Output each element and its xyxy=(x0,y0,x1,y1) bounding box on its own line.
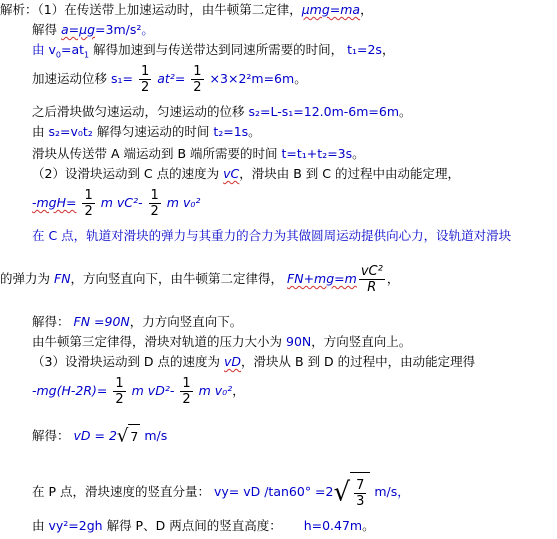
line-12 xyxy=(32,314,242,330)
formula: -mg(H-2R)= xyxy=(32,383,108,398)
formula: m vC²- xyxy=(100,195,143,210)
text: 加速运动位移 xyxy=(32,71,108,86)
text: 解得匀速运动的时间 xyxy=(96,124,210,139)
formula: t=t₁+t₂=3s xyxy=(281,146,353,161)
text: ， xyxy=(232,383,245,398)
fraction: $\frac{1}{2}$ xyxy=(193,64,202,95)
fraction: $\frac{\text{vC²}}{R}$ xyxy=(360,264,383,295)
text: ， xyxy=(386,271,400,286)
formula: vy= vD /tan60° =2 xyxy=(213,484,334,499)
line-14 xyxy=(32,354,475,370)
text: 。 xyxy=(248,124,261,139)
formula: vD = 2 xyxy=(73,428,117,443)
text: 解得 xyxy=(32,22,58,37)
text: （2）设滑块运动到 C 点的速度为 xyxy=(32,166,220,181)
line-11 xyxy=(0,262,399,296)
text: ，方向竖直向下，由牛顿第二定律得， xyxy=(70,271,284,286)
formula: 由 v xyxy=(32,42,56,57)
line-5 xyxy=(32,104,412,120)
formula: =3m/s²。 xyxy=(95,22,154,37)
formula: s₂=v₀t₂ xyxy=(48,124,93,139)
line-6 xyxy=(32,124,261,140)
text: ，力方向竖直向下。 xyxy=(129,314,243,329)
text: 解得加速到与传送带达到同速所需要的时间， xyxy=(93,42,344,57)
line-3: 由 $v_0=at_1$ 解得加速到与传送带达到同速所需要的时间， t₁=2s， xyxy=(32,42,395,60)
formula: -mgH= xyxy=(32,195,77,210)
fraction: $\frac{1}{2}$ xyxy=(150,188,159,219)
text: 解得： xyxy=(32,314,70,329)
text: 。 xyxy=(352,146,365,161)
text: 在 P 点，滑块速度的竖直分量： xyxy=(32,484,210,499)
text: ，方向竖直向上。 xyxy=(311,334,412,349)
formula: m/s， xyxy=(374,484,410,499)
formula: FN+mg=m xyxy=(287,271,357,286)
line-1 xyxy=(0,2,373,18)
formula: ×3×2²m=6m xyxy=(209,71,295,86)
line-4 xyxy=(32,64,307,95)
text: 由 xyxy=(32,518,45,533)
formula: =at xyxy=(60,42,85,57)
text: ，滑块由 B 到 C 的过程中由动能定理， xyxy=(239,166,460,181)
formula: FN xyxy=(54,271,71,286)
formula: m vD²- xyxy=(131,383,175,398)
formula: vy²=2gh xyxy=(48,518,103,533)
formula: h=0.47m xyxy=(303,518,363,533)
text: 之后滑块做匀速运动，匀速运动的位移 xyxy=(32,104,245,119)
text: 。 xyxy=(399,104,412,119)
formula: at²= xyxy=(157,71,186,86)
line-17 xyxy=(32,472,410,513)
formula: a=μg xyxy=(61,22,96,37)
text: ， xyxy=(381,42,395,57)
line-9 xyxy=(32,188,200,219)
text: 解得 P、D 两点间的竖直高度： xyxy=(106,518,282,533)
fraction: $\frac{1}{2}$ xyxy=(182,376,191,407)
text: 的弹力为 xyxy=(0,271,51,286)
formula: t₁=2s xyxy=(347,42,382,57)
text: 。 xyxy=(362,518,375,533)
text: 解得： xyxy=(32,428,70,443)
line-2 xyxy=(32,22,154,38)
formula: m/s xyxy=(144,428,168,443)
formula: FN =90N xyxy=(73,314,130,329)
formula: μmg=ma xyxy=(301,2,361,17)
formula: m v₀² xyxy=(198,383,233,398)
line-16 xyxy=(32,424,167,449)
line-18 xyxy=(32,518,375,534)
line-7 xyxy=(32,146,365,162)
formula: vD xyxy=(224,354,242,369)
formula: s₂=L-s₁=12.0m-6m=6m xyxy=(248,104,400,119)
formula: t₂=1s xyxy=(213,124,249,139)
text: 由牛顿第三定律得，滑块对轨道的压力大小为 xyxy=(32,334,283,349)
fraction: $\frac{1}{2}$ xyxy=(84,188,93,219)
text: 由 xyxy=(32,124,45,139)
line-15 xyxy=(32,376,245,407)
line-8 xyxy=(32,166,460,182)
text: ，滑块从 B 到 D 的过程中，由动能定理得 xyxy=(241,354,476,369)
text: 滑块从传送带 A 端运动到 B 端所需要的时间 xyxy=(32,146,278,161)
fraction: $\frac{1}{2}$ xyxy=(115,376,124,407)
line-13 xyxy=(32,334,411,350)
fraction: $\frac{1}{2}$ xyxy=(140,64,150,95)
text: ， xyxy=(360,2,373,17)
formula: s₁= xyxy=(111,71,133,86)
line-10 xyxy=(32,228,511,244)
text: 在 C 点，轨道对滑块的弹力与其重力的合力为其做圆周运动提供向心力，设轨道对滑块 xyxy=(32,228,512,243)
text: （3）设滑块运动到 D 点的速度为 xyxy=(32,354,221,369)
sqrt-fraction: √ $\frac{7}{3}$ xyxy=(333,472,370,513)
sqrt-symbol: √ 7 xyxy=(117,424,140,449)
formula: 90N xyxy=(286,334,312,349)
formula: m v₀² xyxy=(166,195,201,210)
text: 。 xyxy=(294,71,307,86)
text: 解析：（1）在传送带上加速运动时，由牛顿第二定律， xyxy=(0,2,302,17)
formula: vC xyxy=(223,166,240,181)
